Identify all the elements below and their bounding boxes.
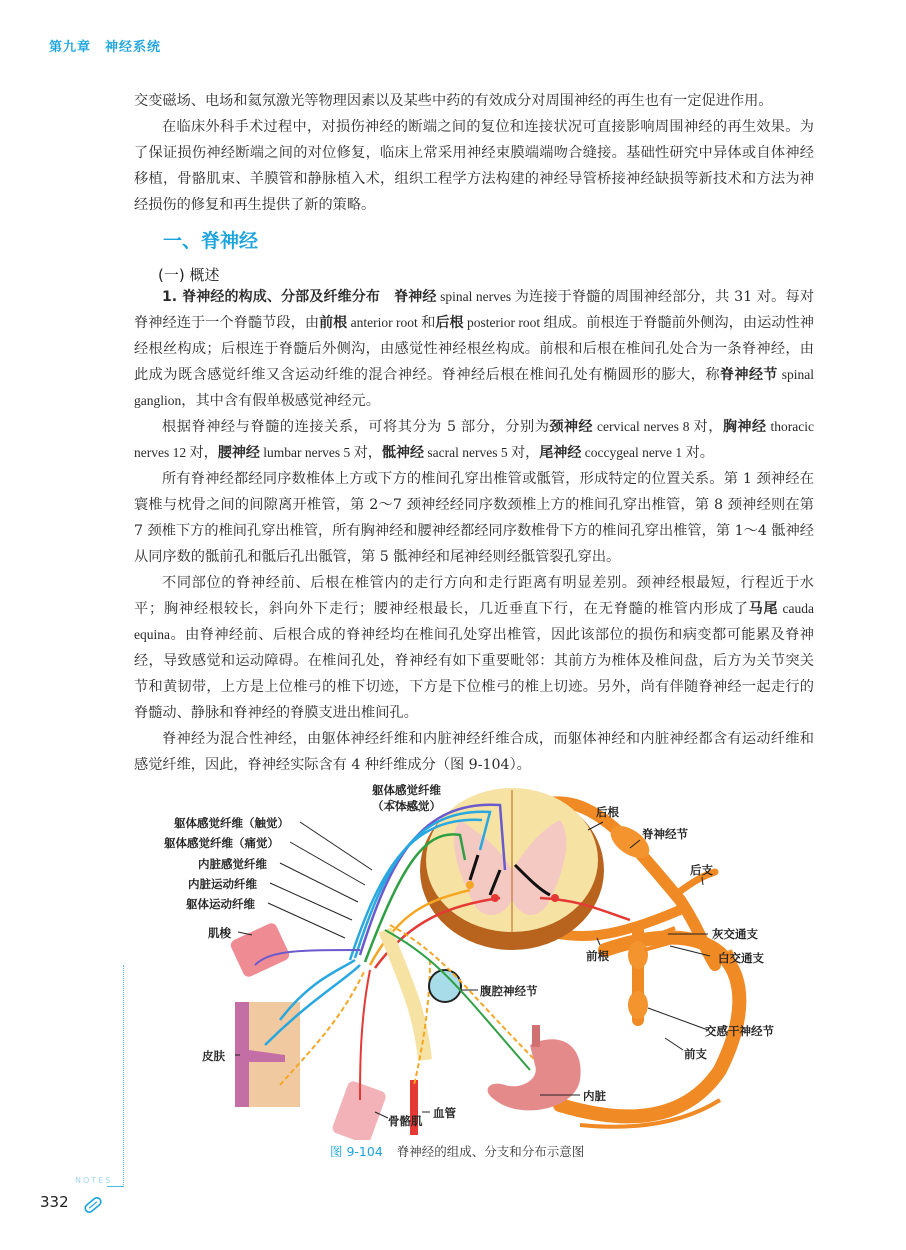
label-sympathetic-ganglion: 交感干神经节 — [705, 1024, 774, 1038]
label-viscera: 内脏 — [583, 1089, 606, 1103]
label-skin: 皮肤 — [202, 1049, 225, 1063]
text-run: ，其中含有假单极感觉神经元。 — [181, 393, 380, 409]
text-run: 脊神经为混合性神经，由躯体神经纤维和内脏神经纤维合成，而躯体神经和内脏神经都含有运动纤维和感觉纤维，因此，脊神经实际含有 4 种纤维成分（图 9-104）。 — [134, 731, 814, 773]
english-term: sacral nerves 5 — [424, 445, 511, 460]
english-term: cervical nerves 8 — [593, 419, 694, 434]
bold-term: 马尾 — [748, 601, 779, 617]
text-run: 。由脊神经前、后根合成的脊神经均在椎间孔处穿出椎管，因此该部位的损伤和病变都可能累及脊神经，导致感觉和运动障碍。在椎间孔处，脊神经有如下重要毗邻：其前方为椎体及椎间盘，后方为关节突关节和黄韧带，上方是上位椎弓的椎下切迹，下方是下位椎弓的椎上切迹。另外，尚有伴随脊神经一起走行的脊髓动、静脉和脊神经的脊膜支进出椎间孔。 — [134, 627, 814, 721]
text-run: 为连接于脊髓的周围神经部分，共 31 对。每对脊神经连于一个脊髓节段，由 — [134, 289, 815, 331]
bold-term: 前根 — [319, 315, 348, 331]
muscle-spindle-illustration — [229, 921, 360, 978]
english-term: coccygeal nerve 1 — [581, 445, 686, 460]
label-somatic-sensory-pain: 躯体感觉纤维（痛觉） — [164, 836, 279, 850]
label-line-1: 躯体感觉纤维 — [372, 783, 441, 797]
label-somatic-sensory-touch: 躯体感觉纤维（触觉） — [174, 816, 289, 830]
text-run: 交变磁场、电场和氦氖激光等物理因素以及某些中药的有效成分对周围神经的再生也有一定促进作用。 — [134, 93, 773, 109]
running-header — [49, 36, 161, 55]
intro-paragraphs — [134, 88, 814, 218]
text-run: 对， — [510, 445, 540, 461]
label-anterior-root: 前根 — [586, 949, 609, 963]
english-term: posterior root — [463, 315, 544, 330]
text-run: 在临床外科手术过程中，对损伤神经的断端之间的复位和连接状况可直接影响周围神经的再生效果。为了保证损伤神经断端之间的对位修复，临床上常采用神经束膜端端吻合缝接。基础性研究中异体或自体神经移植，骨骼肌束、羊膜管和静脉植入术，组织工程学方法构建的神经导管桥接神经缺损等新技术和方法为神经损伤的修复和再生提供了新的策略。 — [134, 119, 814, 213]
figure-number: 图 9-104 — [330, 1144, 383, 1159]
notes-margin-underline — [107, 1186, 124, 1187]
figure-spinal-nerve-diagram — [160, 780, 820, 1140]
figure-caption-text: 脊神经的组成、分支和分布示意图 — [396, 1144, 585, 1159]
english-term: thoracic nerves 12 — [134, 419, 814, 460]
label-gray-ramus: 灰交通支 — [712, 927, 758, 941]
label-skeletal-muscle: 骨骼肌 — [388, 1114, 423, 1128]
bold-term: 脊神经节 — [720, 367, 778, 383]
paragraph — [134, 726, 814, 778]
skin-illustration — [235, 960, 365, 1107]
subsection-title: (一) 概述 — [158, 266, 220, 284]
english-term: cauda equina — [134, 601, 815, 642]
paragraph — [134, 114, 814, 218]
chapter-number: 第九章 — [49, 40, 92, 55]
label-white-ramus: 白交通支 — [718, 951, 764, 965]
label-somatic-motor: 躯体运动纤维 — [186, 897, 255, 911]
text-run: 对， — [693, 419, 723, 435]
main-paragraphs — [134, 284, 814, 778]
english-term: spinal nerves — [436, 289, 515, 304]
label-somatic-sensory-proprioception — [372, 782, 441, 814]
label-visceral-motor: 内脏运动纤维 — [188, 877, 257, 891]
paragraph — [134, 414, 814, 466]
label-blood-vessel: 血管 — [433, 1106, 456, 1120]
bold-term: 1. 脊神经的构成、分部及纤维分布 — [162, 289, 381, 305]
label-posterior-branch: 后支 — [690, 863, 713, 877]
bold-term: 骶神经 — [382, 445, 424, 461]
label-visceral-sensory: 内脏感觉纤维 — [198, 857, 267, 871]
text-run: 组成。前根连于脊髓前外侧沟，由运动性神经根丝构成；后根连于脊髓后外侧沟，由感觉性神经根丝构成。前根和后根在椎间孔处合为一条脊神经，由此成为既含感觉纤维又含运动纤维的混合神经。脊神经后根在椎间孔处有椭圆形的膨大，称 — [134, 315, 814, 383]
text-run: 对， — [353, 445, 382, 461]
bold-term: 腰神经 — [217, 445, 260, 461]
skeletal-muscle-illustration — [331, 970, 387, 1140]
section-title: 一、脊神经 — [163, 230, 259, 252]
label-spinal-ganglion: 脊神经节 — [642, 827, 688, 841]
paragraph — [134, 284, 814, 414]
bold-term: 胸神经 — [722, 419, 767, 435]
bold-term: 后根 — [435, 315, 464, 331]
notes-label: NOTES — [75, 1176, 113, 1185]
bold-term: 脊神经 — [380, 289, 437, 305]
label-posterior-root: 后根 — [596, 805, 619, 819]
paragraph — [134, 88, 814, 114]
text-run: 和 — [421, 315, 436, 331]
text-run: 根据脊神经与脊髓的连接关系，可将其分为 5 部分，分别为 — [162, 419, 550, 435]
label-celiac-ganglion: 腹腔神经节 — [480, 984, 538, 998]
label-anterior-branch: 前支 — [684, 1047, 707, 1061]
text-run: 对， — [189, 445, 218, 461]
paragraph — [134, 570, 814, 726]
bold-term: 颈神经 — [549, 419, 594, 435]
bold-term: 尾神经 — [539, 445, 582, 461]
paperclip-icon — [82, 1196, 104, 1214]
text-run: 所有脊神经都经同序数椎体上方或下方的椎间孔穿出椎管或骶管，形成特定的位置关系。第 1 颈神经在寰椎与枕骨之间的间隙离开椎管，第 2～7 颈神经经同序数颈椎上方的椎间孔穿出椎管，第 8 颈神经则在第 7 颈椎下方的椎间孔穿出椎管，所有胸神经和腰神经都经同序数椎骨下方的椎间孔穿出椎管，第 1～4 骶神经从同序数的骶前孔和骶后孔出骶管，第 5 骶神经和尾神经则经骶管裂孔穿出。 — [134, 471, 814, 565]
paragraph — [134, 466, 814, 570]
english-term: spinal ganglion — [134, 367, 814, 408]
notes-margin-dotted-line — [123, 965, 124, 1187]
english-term: lumbar nerves 5 — [259, 445, 354, 460]
figure-caption — [330, 1142, 584, 1160]
text-run: 对。 — [685, 445, 714, 461]
page-number: 332 — [40, 1193, 69, 1211]
text-run: 不同部位的脊神经前、后根在椎管内的走行方向和走行距离有明显差别。颈神经根最短，行程近于水平；胸神经根较长，斜向外下走行；腰神经根最长，几近垂直下行，在无脊髓的椎管内形成了 — [134, 575, 814, 617]
english-term: anterior root — [347, 315, 422, 330]
chapter-title: 神经系统 — [105, 40, 162, 55]
label-line-2: （本体感觉） — [372, 799, 441, 813]
label-muscle-spindle: 肌梭 — [208, 926, 231, 940]
